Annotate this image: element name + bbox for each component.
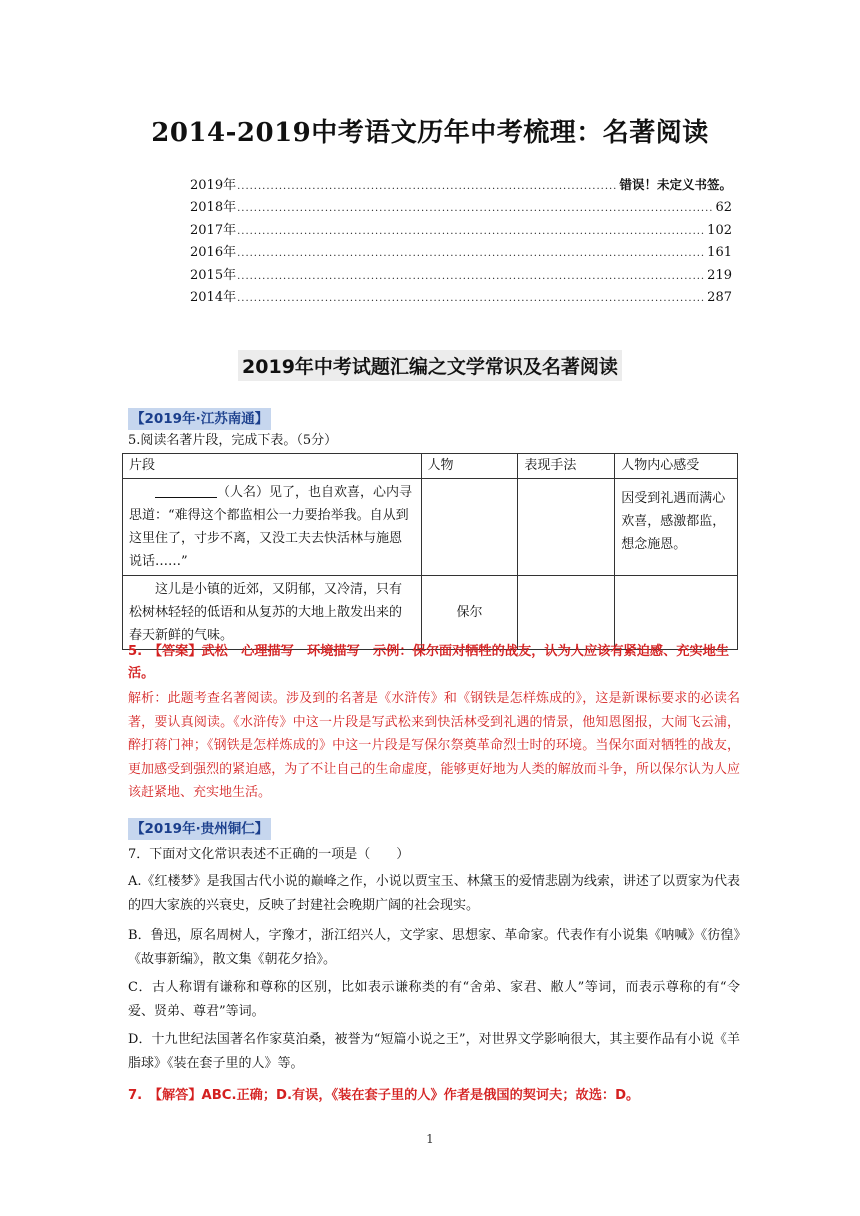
feeling-cell[interactable] <box>615 576 738 650</box>
toc-entry-page: 102 <box>707 222 732 238</box>
toc-leader-dots <box>237 293 706 304</box>
answer-blank[interactable] <box>155 483 217 498</box>
table-of-contents <box>190 174 732 308</box>
fragment-cell <box>123 479 422 576</box>
toc-entry[interactable] <box>190 241 732 263</box>
page-title: 2014-2019中考语文历年中考梳理：名著阅读 <box>151 118 709 148</box>
toc-entry[interactable] <box>190 219 732 241</box>
toc-leader-dots <box>237 271 706 282</box>
toc-entry-page: 219 <box>707 267 732 283</box>
q7-source-tag: 【2019年·贵州铜仁】 <box>128 818 271 840</box>
q5-answer <box>128 641 740 805</box>
toc-entry[interactable] <box>190 174 732 196</box>
header-person: 人物 <box>421 454 518 479</box>
feeling-cell: 因受到礼遇而满心欢喜，感激都监，想念施恩。 <box>615 479 738 576</box>
option-a: A.《红楼梦》是我国古代小说的巅峰之作，小说以贾宝玉、林黛玉的爱情悲剧为线索，讲述了以贾家为代表的四大家族的兴衰史，反映了封建社会晚期广阔的社会现实。 <box>128 874 740 913</box>
section-title-text: 2019年中考试题汇编之文学常识及名著阅读 <box>238 350 622 381</box>
toc-leader-dots <box>237 181 618 192</box>
toc-entry-label: 2018年 <box>190 200 237 216</box>
toc-entry-page: 161 <box>707 245 732 261</box>
page-number: 1 <box>426 1132 434 1146</box>
q5-prompt: 5.阅读名著片段，完成下表。（5分） <box>128 433 338 448</box>
toc-entry-label: 2015年 <box>190 267 237 283</box>
header-fragment: 片段 <box>123 454 422 479</box>
fragment-cell: 这儿是小镇的近郊，又阴郁，又冷清，只有松树林轻轻的低语和从复苏的大地上散发出来的春天新鲜的气味。 <box>123 576 422 650</box>
person-cell: 保尔 <box>421 576 518 650</box>
q5-analysis: 解析：此题考查名著阅读。涉及到的名著是《水浒传》和《钢铁是怎样炼成的》，这是新课标要求的必读名著，要认真阅读。《水浒传》中这一片段是写武松来到快活林受到礼遇的情景，他知恩图报，大闹飞云浦，醉打蒋门神；《钢铁是怎样炼成的》中这一片段是写保尔祭奠革命烈士时的环境。当保尔面对牺牲的战友，更加感受到强烈的紧迫感，为了不让自己的生命虚度，能够更好地为人类的解放而斗争，所以保尔认为人应该赶紧地、充实地生活。 <box>128 691 740 800</box>
q5-source-tag: 【2019年·江苏南通】 <box>128 408 271 430</box>
fragment-text: （人名）见了，也自欢喜，心内寻思道：“难得这个都监相公一力要抬举我。自从到这里住了，寸步不离，又没工夫去快活林与施恩说话……” <box>129 485 413 569</box>
toc-leader-dots <box>237 226 706 237</box>
toc-entry-label: 2016年 <box>190 245 237 261</box>
technique-cell[interactable] <box>518 576 615 650</box>
toc-entry[interactable] <box>190 196 732 218</box>
toc-leader-dots <box>237 203 714 214</box>
q5-table <box>122 453 738 650</box>
toc-leader-dots <box>237 248 706 259</box>
technique-cell[interactable] <box>518 479 615 576</box>
toc-entry-page: 错误！未定义书签。 <box>619 177 732 192</box>
person-cell[interactable] <box>421 479 518 576</box>
toc-entry-label: 2019年 <box>190 178 237 193</box>
q7-answer-head: 7. 【解答】ABC.正确；D.有误，《装在套子里的人》作者是俄国的契诃夫；故选：D。 <box>128 1088 640 1103</box>
table-row <box>123 576 738 650</box>
toc-entry[interactable] <box>190 286 732 308</box>
option-d: D．十九世纪法国著名作家莫泊桑，被誉为“短篇小说之王”，对世界文学影响很大，其主要作品有小说《羊脂球》《装在套子里的人》等。 <box>128 1032 740 1071</box>
q7-prompt: 7．下面对文化常识表述不正确的一项是（ ） <box>128 847 410 862</box>
table-header-row <box>123 454 738 479</box>
toc-entry-label: 2017年 <box>190 222 237 238</box>
header-feeling: 人物内心感受 <box>615 454 738 479</box>
toc-entry-page: 287 <box>707 289 732 305</box>
toc-entry-label: 2014年 <box>190 289 237 305</box>
q7-answer <box>128 1085 740 1107</box>
q5-answer-head: 5. 【答案】武松 心理描写 环境描写 示例：保尔面对牺牲的战友，认为人应该有紧迫感、充实地生活。 <box>128 644 730 681</box>
toc-entry-page: 62 <box>715 200 732 216</box>
section-title <box>0 350 860 381</box>
option-c: C．古人称谓有谦称和尊称的区别，比如表示谦称类的有“舍弟、家君、敝人”等词，而表示尊称的有“令爱、贤弟、尊君”等词。 <box>128 980 740 1019</box>
table-row <box>123 479 738 576</box>
toc-entry[interactable] <box>190 264 732 286</box>
option-b: B．鲁迅，原名周树人，字豫才，浙江绍兴人，文学家、思想家、革命家。代表作有小说集《呐喊》《彷徨》《故事新编》，散文集《朝花夕拾》。 <box>128 928 740 967</box>
header-technique: 表现手法 <box>518 454 615 479</box>
